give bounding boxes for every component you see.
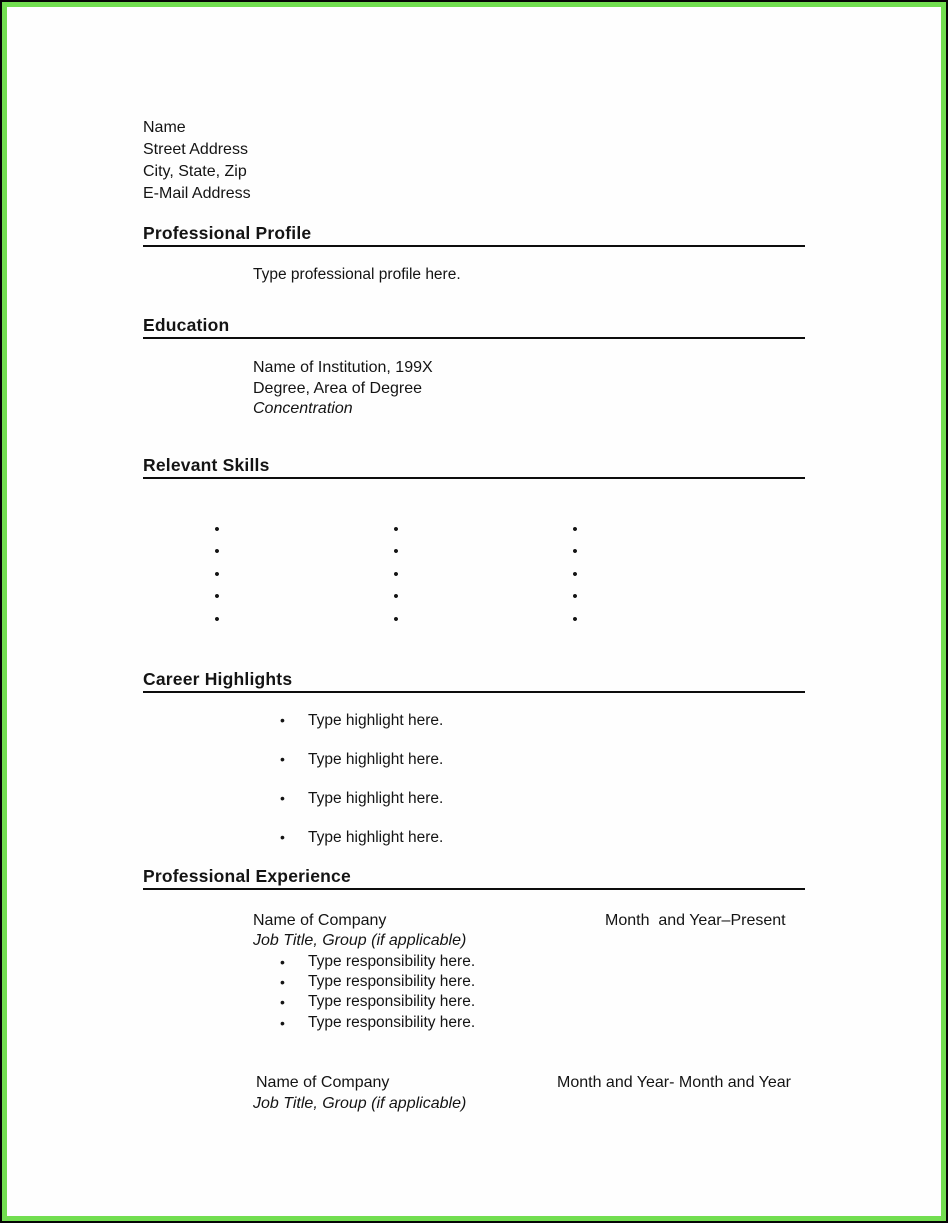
responsibility-text: Type responsibility here.: [308, 972, 476, 990]
job-header-row: [143, 911, 805, 932]
highlight-item: [280, 711, 805, 730]
bullet-dot: •: [393, 588, 399, 606]
responsibilities-list: [143, 952, 805, 1034]
heading-relevant-skills: Relevant Skills: [143, 456, 805, 479]
heading-professional-experience: Professional Experience: [143, 867, 805, 890]
contact-name: Name: [143, 119, 186, 136]
bullet-dot: •: [393, 543, 399, 561]
education-concentration: Concentration: [253, 400, 353, 417]
page-green-border: [2, 2, 946, 1221]
experience-job-2: [143, 1073, 805, 1114]
highlights-list: [143, 711, 805, 847]
bullet-dot: •: [214, 588, 220, 606]
bullet-dot: •: [214, 543, 220, 561]
profile-placeholder: Type professional profile here.: [253, 266, 461, 283]
education-block: [253, 358, 805, 420]
skills-bullet-grid: [143, 519, 805, 632]
bullet-dot: •: [393, 610, 399, 628]
responsibility-text: Type responsibility here.: [308, 952, 476, 970]
job-dates: Month and Year- Month and Year: [557, 1074, 791, 1092]
bullet-dot: •: [280, 994, 285, 1011]
bullet-dot: •: [280, 750, 285, 767]
highlight-text: Type highlight here.: [308, 789, 444, 807]
skills-column-2: [390, 519, 402, 632]
bullet-dot: •: [214, 520, 220, 538]
skills-column-3: [569, 519, 581, 632]
bullet-dot: •: [393, 565, 399, 583]
contact-street: Street Address: [143, 141, 248, 158]
contact-block: [143, 117, 805, 205]
education-degree: Degree, Area of Degree: [253, 379, 422, 397]
experience-job-1: [143, 911, 805, 1034]
responsibility-text: Type responsibility here.: [308, 993, 476, 1011]
company-name: Name of Company: [253, 911, 387, 929]
bullet-dot: •: [280, 828, 285, 845]
heading-education: Education: [143, 316, 805, 339]
job-title: Job Title, Group (if applicable): [253, 932, 467, 949]
responsibility-item: [280, 972, 805, 992]
company-name: Name of Company: [256, 1074, 390, 1092]
skills-column-1: [211, 519, 223, 632]
responsibility-item: [280, 992, 805, 1012]
bullet-dot: •: [572, 588, 578, 606]
bullet-dot: •: [214, 565, 220, 583]
job-title: Job Title, Group (if applicable): [253, 1094, 467, 1112]
highlight-item: [280, 750, 805, 769]
highlight-text: Type highlight here.: [308, 828, 444, 846]
highlight-item: [280, 828, 805, 847]
education-institution: Name of Institution, 199X: [253, 359, 433, 376]
bullet-dot: •: [214, 610, 220, 628]
job-header-row: [143, 1073, 805, 1094]
contact-email: E-Mail Address: [143, 185, 251, 202]
bullet-dot: •: [572, 610, 578, 628]
highlight-text: Type highlight here.: [308, 711, 444, 729]
bullet-dot: •: [280, 973, 285, 990]
page-content: [143, 117, 805, 1114]
heading-career-highlights: Career Highlights: [143, 670, 805, 693]
responsibility-item: [280, 1013, 805, 1033]
bullet-dot: •: [280, 711, 285, 728]
bullet-dot: •: [280, 1014, 285, 1031]
bullet-dot: •: [572, 520, 578, 538]
highlight-item: [280, 789, 805, 808]
bullet-dot: •: [280, 953, 285, 970]
heading-professional-profile: Professional Profile: [143, 224, 805, 247]
bullet-dot: •: [393, 520, 399, 538]
highlight-text: Type highlight here.: [308, 750, 444, 768]
contact-city-state-zip: City, State, Zip: [143, 163, 247, 180]
responsibility-item: [280, 952, 805, 972]
job-dates: Month and Year–Present: [605, 911, 786, 929]
responsibility-text: Type responsibility here.: [308, 1013, 476, 1031]
bullet-dot: •: [572, 543, 578, 561]
bullet-dot: •: [280, 789, 285, 806]
bullet-dot: •: [572, 565, 578, 583]
